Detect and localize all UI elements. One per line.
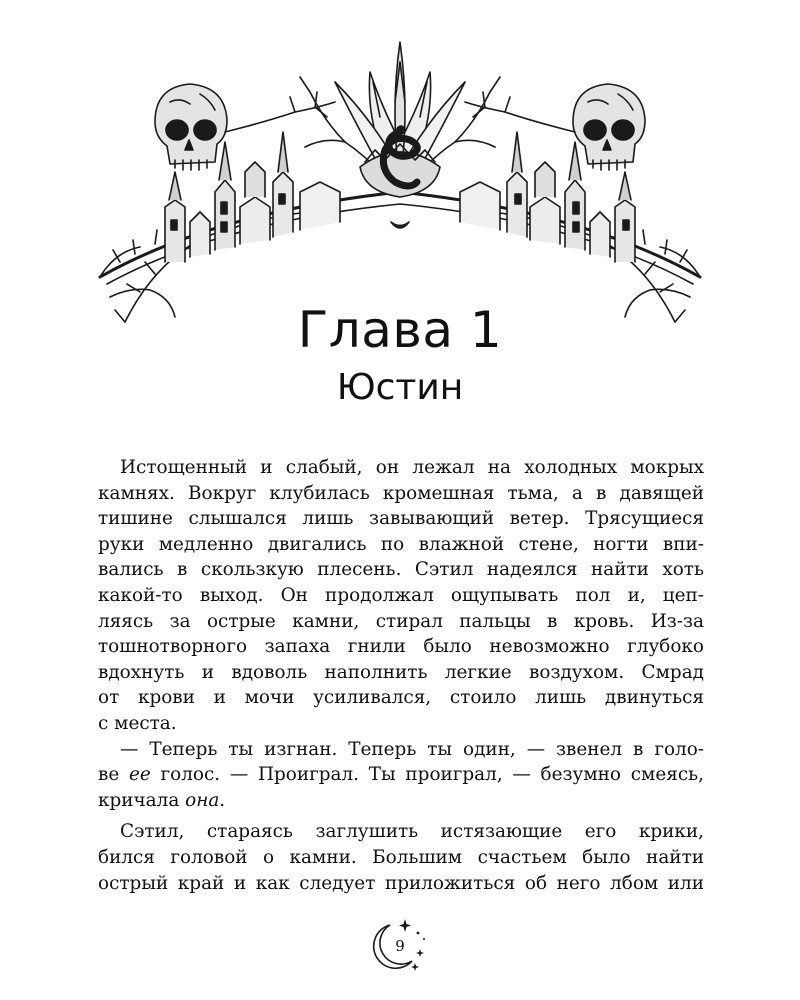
text-line: какой-то выход. Он продолжал ощупывать пол и, цеп- [98,584,704,606]
text-line: с места. [98,712,177,734]
text-line: вались в скользкую плесень. Сэтил надеялся найти хоть [98,559,704,581]
text-line: руки медленно двигались по влажной стене, ногти впи- [98,533,704,555]
text-line: вдохнуть и вдоволь наполнить легкие воздухом. Смрад [98,661,704,683]
text-line: — Теперь ты изгнан. Теперь ты один, — звенел в голо- [120,738,704,760]
paragraph-dialogue [98,737,704,814]
gothic-castle-skulls-ornament-icon [95,22,705,342]
text-line: Истощенный и слабый, он лежал на холодных мокрых [120,457,704,478]
text-line: тошнотворного запаха гнили было невозможно глубоко [98,636,704,658]
text-line: ляясь за острые камни, стирал пальцы в кровь. Из-за [98,610,704,632]
text-line: ве ее голос. — Проиграл. Ты проиграл, — безумно смеясь, [98,764,704,786]
text-line: кричала она. [98,789,226,811]
text-line: острый край и как следует приложиться об него лбом или [98,872,704,894]
text-line: от крови и мочи усиливался, стоило лишь двинуться [98,687,704,709]
emphasis: ее [128,764,151,786]
chapter-subtitle: Юстин [336,367,464,408]
paragraph [98,455,704,737]
chapter-title: Глава 1 [297,301,503,359]
page-number: 9 [395,937,405,955]
emphasis: она [185,789,220,811]
text-line: камнях. Вокруг клубилась кромешная тьма, а в давящей [98,482,704,504]
text-line: бился головой о камни. Большим счастьем было найти [98,846,704,868]
body-text [98,455,704,896]
text-line: Сэтил, стараясь заглушить истязающие его крики, [120,821,704,843]
page-number-block [360,915,440,975]
text-line: тишине слышался лишь завывающий ветер. Трясущиеся [98,508,704,530]
paragraph [98,819,704,896]
